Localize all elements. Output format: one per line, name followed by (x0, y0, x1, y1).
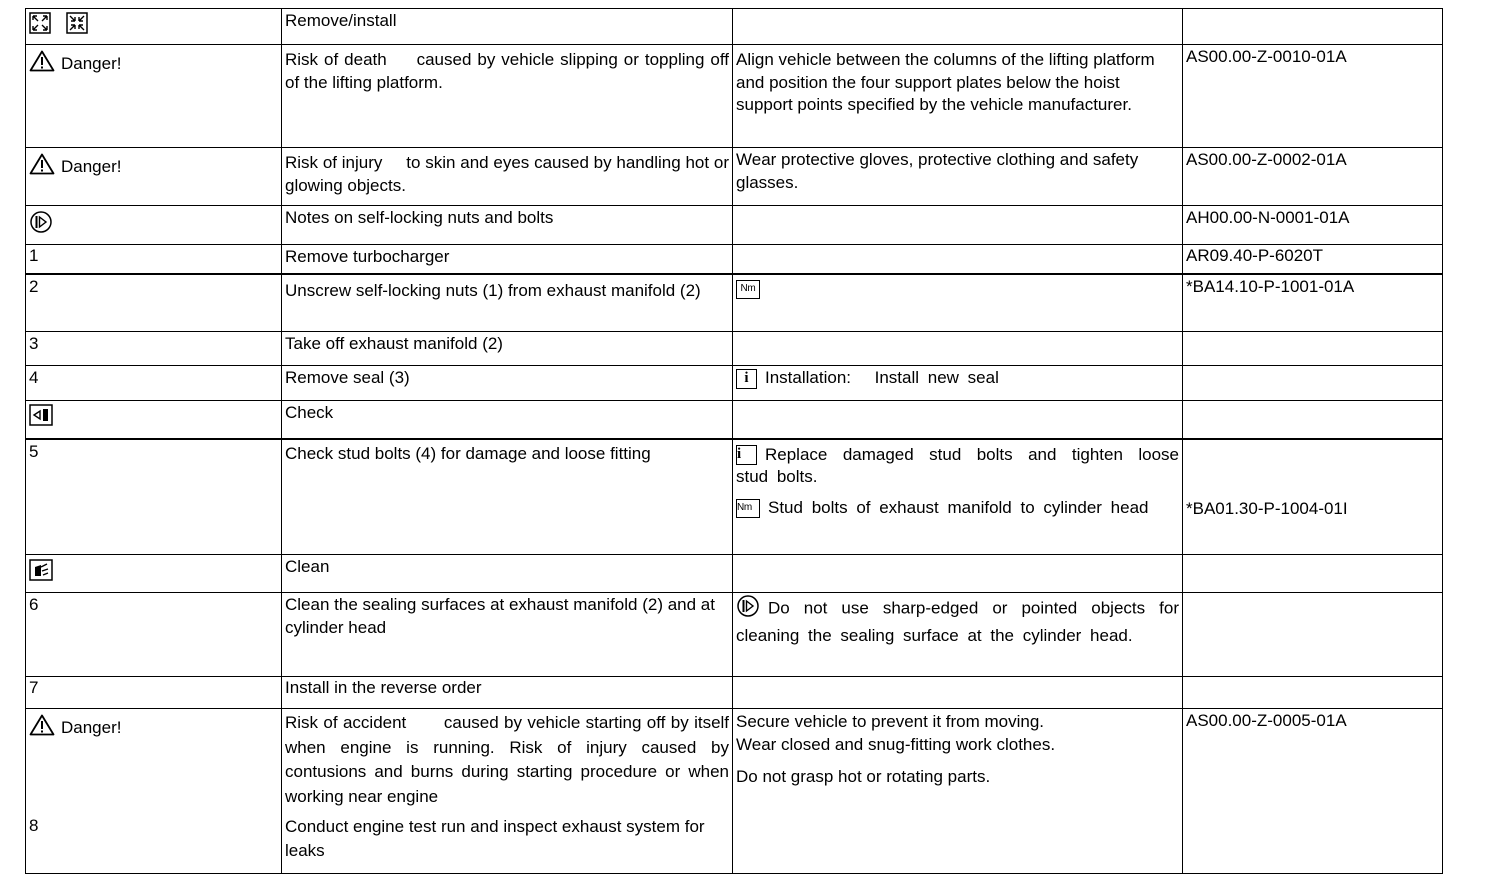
step-text: Remove turbocharger (282, 245, 733, 274)
step-note (733, 439, 1183, 555)
torque-nm-icon: Nm (736, 499, 760, 518)
table-row (26, 439, 1443, 555)
step-text (282, 45, 733, 148)
step-text: Check (282, 401, 733, 439)
step-text: Remove seal (3) (282, 366, 733, 401)
step-note (733, 332, 1183, 366)
step-note (733, 206, 1183, 245)
remove-icon (29, 12, 51, 41)
step-ref: AS00.00-Z-0002-01A (1183, 148, 1443, 206)
step-note: Align vehicle between the columns of the lifting platform and position the four support plates below the hoist support points specified by the vehicle manufacturer. (733, 45, 1183, 148)
step-number: 6 (26, 593, 282, 677)
table-row (26, 332, 1443, 366)
table-row (26, 206, 1443, 245)
installation-text: Install new seal (874, 368, 999, 387)
warning-triangle-icon (29, 50, 55, 79)
step-note: Wear protective gloves, protective clothing and safety glasses. (733, 148, 1183, 206)
step-number: 4 (26, 366, 282, 401)
danger-cell (26, 148, 282, 206)
risk-detail: caused by vehicle slipping or toppling off of the lifting platform. (285, 50, 729, 92)
warning-triangle-icon (29, 714, 55, 743)
danger-label: Danger! (61, 718, 122, 737)
clean-icon (29, 559, 53, 588)
step-text: Remove/install (282, 9, 733, 45)
procedure-table (25, 8, 1443, 874)
step-number: 2 (26, 274, 282, 332)
step-ref: *BA14.10-P-1001-01A (1183, 274, 1443, 332)
danger-cell (26, 45, 282, 148)
info-icon: i (736, 369, 757, 389)
note-replace-bolts: Replace damaged stud bolts and tighten loose stud bolts. (736, 444, 1179, 486)
step-text: Notes on self-locking nuts and bolts (282, 206, 733, 245)
step-ref: AS00.00-Z-0005-01A (1183, 709, 1443, 874)
step-note (733, 593, 1183, 677)
step-ref (1183, 677, 1443, 709)
risk-lead: Risk of accident (285, 713, 407, 732)
step-text: Clean the sealing surfaces at exhaust manifold (2) and at cylinder head (282, 593, 733, 677)
note-secure-vehicle: Secure vehicle to prevent it from moving. (736, 712, 1045, 731)
table-row (26, 245, 1443, 274)
step-text: Install in the reverse order (282, 677, 733, 709)
step-ref (1183, 555, 1443, 593)
step-ref (1183, 366, 1443, 401)
step-8-text: Conduct engine test run and inspect exhaust system for leaks (285, 817, 705, 860)
step-note (733, 245, 1183, 274)
step-text (282, 709, 733, 874)
cleaning-caution: Do not use sharp-edged or pointed objects for cleaning the sealing surface at the cylinder head. (736, 598, 1179, 645)
step-note (733, 709, 1183, 874)
table-row (26, 677, 1443, 709)
table-row (26, 9, 1443, 45)
step-number: 3 (26, 332, 282, 366)
step-text: Check stud bolts (4) for damage and loose fitting (282, 439, 733, 555)
step-ref (1183, 332, 1443, 366)
installation-label: Installation: (765, 368, 851, 387)
step-text: Unscrew self-locking nuts (1) from exhaust manifold (2) (282, 274, 733, 332)
step-note (733, 677, 1183, 709)
step-note (733, 366, 1183, 401)
step-number: 5 (26, 439, 282, 555)
step-note (733, 9, 1183, 45)
table-row (26, 148, 1443, 206)
step-ref (1183, 439, 1443, 555)
table-row (26, 401, 1443, 439)
step-icon-cell (26, 555, 282, 593)
table-row (26, 555, 1443, 593)
risk-detail: to skin and eyes caused by handling hot or glowing objects. (285, 153, 729, 195)
step-ref (1183, 9, 1443, 45)
step-number: 7 (26, 677, 282, 709)
table-row (26, 593, 1443, 677)
table-row (26, 366, 1443, 401)
step-ref (1183, 593, 1443, 677)
table-row (26, 45, 1443, 148)
step-text (282, 148, 733, 206)
step-icon-cell (26, 206, 282, 245)
risk-lead: Risk of injury (285, 153, 383, 172)
torque-ref: *BA01.30-P-1004-01I (1186, 498, 1348, 518)
step-text: Take off exhaust manifold (2) (282, 332, 733, 366)
step-ref: AR09.40-P-6020T (1183, 245, 1443, 274)
step-number: 8 (29, 815, 39, 835)
step-icon-cell (26, 9, 282, 45)
step-ref: AS00.00-Z-0010-01A (1183, 45, 1443, 148)
danger-label: Danger! (61, 157, 122, 176)
risk-lead: Risk of death (285, 50, 387, 69)
note-work-clothes: Wear closed and snug-fitting work clothes. (736, 734, 1056, 754)
step-text: Clean (282, 555, 733, 593)
danger-label: Danger! (61, 54, 122, 73)
step-icon-cell (26, 401, 282, 439)
install-icon (66, 12, 88, 41)
risk-detail: caused by vehicle starting off by itself when engine is running. Risk of injury caused by contusions and burns during starting procedure or when working near engine (285, 713, 730, 806)
step-note (733, 555, 1183, 593)
warning-triangle-icon (29, 153, 55, 182)
note-icon (29, 210, 53, 241)
info-icon: i (736, 445, 757, 465)
check-icon (29, 404, 53, 433)
step-note (733, 274, 1183, 332)
note-hot-parts: Do not grasp hot or rotating parts. (736, 767, 991, 786)
danger-cell (26, 709, 282, 874)
step-ref: AH00.00-N-0001-01A (1183, 206, 1443, 245)
note-icon (736, 594, 760, 625)
step-number: 1 (26, 245, 282, 274)
torque-nm-icon: Nm (736, 280, 760, 299)
table-row (26, 709, 1443, 874)
table-row (26, 274, 1443, 332)
note-stud-bolts-torque: Stud bolts of exhaust manifold to cylinder head (768, 497, 1149, 517)
step-note (733, 401, 1183, 439)
step-ref (1183, 401, 1443, 439)
